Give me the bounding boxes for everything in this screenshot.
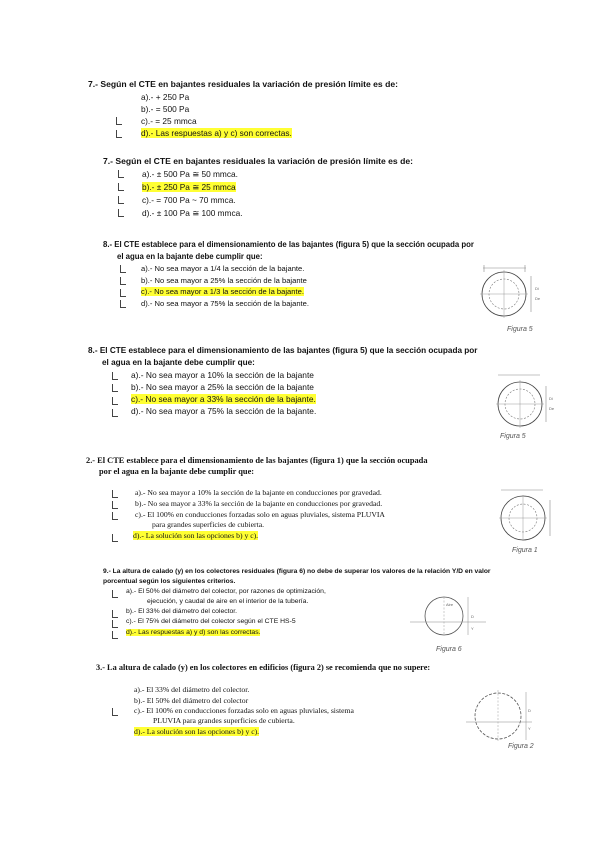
figure-5-diagram (478, 262, 553, 322)
question-1-title: 7.- Según el CTE en bajantes residuales la variación de presión límite es de: (88, 79, 398, 89)
figure-1-diagram (493, 485, 563, 547)
q6-checkbox-d (112, 631, 118, 639)
q5-checkbox-c (112, 512, 118, 520)
question-6-title-line1: 9.- La altura de calado (y) en los colectores residuales (figura 6) no debe de superar los valores de la relación Y/D en valor (103, 568, 491, 575)
q4-checkbox-d (112, 409, 118, 417)
q6-checkbox-b (112, 610, 118, 618)
svg-text:De: De (549, 406, 555, 411)
question-7-title: 3.- La altura de calado (y) en los colectores en edificios (figura 2) se recomienda que no supere: (96, 663, 431, 672)
q3-option-b: b).- No sea mayor a 25% la sección de la bajante (141, 276, 307, 285)
q2-option-b: b).- ± 250 Pa ≅ 25 mmca (142, 182, 236, 192)
figure-5-caption: Figura 5 (507, 326, 533, 333)
q3-checkbox-c (120, 289, 126, 297)
q1-checkbox-c (116, 117, 122, 125)
q5-option-c: c).- El 100% en conducciones forzadas solo en aguas pluviales, sistema PLUVIA (135, 510, 385, 519)
q6-option-a-line2: ejecución, y caudal de aire en el interior de la tubería. (147, 598, 309, 605)
q7-option-d: d).- La solución son las opciones b) y c). (134, 727, 260, 736)
figure-5-diagram-2 (490, 370, 562, 432)
q6-option-b: b).- El 33% del diámetro del colector. (126, 608, 238, 615)
svg-text:Y: Y (471, 626, 474, 631)
q3-option-c: c).- No sea mayor a 1/3 la sección de la bajante. (141, 287, 304, 296)
q2-checkbox-a (118, 170, 124, 178)
question-5-title-line2: por el agua en la bajante debe cumplir que: (99, 467, 255, 476)
q1-option-b: b).- = 500 Pa (141, 104, 190, 114)
q6-option-d: d).- Las respuestas a) y d) son las correctas. (126, 629, 261, 636)
q1-option-a: a).- + 250 Pa (141, 92, 190, 102)
q6-option-c: c).- El 75% del diámetro del colector según el CTE HS-5 (126, 618, 296, 625)
question-4-title-line1: 8.- El CTE establece para el dimensionamiento de las bajantes (figura 5) que la sección ocupada por (88, 346, 478, 355)
q7-option-c-line2: PLUVIA para grandes superficies de cubierta. (153, 716, 295, 725)
q7-option-b: b).- El 50% del diámetro del colector (134, 696, 249, 705)
question-2-title: 7.- Según el CTE en bajantes residuales la variación de presión límite es de: (103, 156, 413, 166)
figure-5-caption-2: Figura 5 (500, 433, 526, 440)
q3-option-a: a).- No sea mayor a 1/4 la sección de la bajante. (141, 264, 305, 273)
figure-2-caption: Figura 2 (508, 743, 534, 750)
question-6-title-line2: porcentual según los siguientes criterios. (103, 578, 236, 585)
q4-option-d: d).- No sea mayor a 75% la sección de la bajante. (131, 406, 317, 416)
q7-checkbox-c (112, 708, 118, 716)
q3-checkbox-d (120, 300, 126, 308)
q5-option-a: a).- No sea mayor a 10% la sección de la bajante en conducciones por gravedad. (135, 488, 382, 497)
question-4-title-line2: el agua en la bajante debe cumplir que: (102, 358, 255, 367)
svg-text:Y: Y (528, 726, 531, 731)
q4-option-c: c).- No sea mayor a 33% la sección de la bajante. (131, 394, 316, 404)
q6-option-a: a).- El 50% del diámetro del colector, por razones de optimización, (126, 588, 326, 595)
q5-checkbox-a (112, 490, 118, 498)
figure-6-caption: Figura 6 (436, 646, 462, 653)
question-5-title-line1: 2.- El CTE establece para el dimensionamiento de las bajantes (figura 1) que la sección ocupada (86, 456, 428, 465)
svg-text:Di: Di (535, 286, 539, 291)
q4-checkbox-a (112, 372, 118, 380)
q5-checkbox-d (112, 534, 118, 542)
figure-1-caption: Figura 1 (512, 547, 538, 554)
q4-option-a: a).- No sea mayor a 10% la sección de la bajante (131, 370, 314, 380)
svg-text:D: D (528, 708, 531, 713)
q4-option-b: b).- No sea mayor a 25% la sección de la bajante (131, 382, 314, 392)
svg-text:Di: Di (549, 396, 553, 401)
q3-option-d: d).- No sea mayor a 75% la sección de la bajante. (141, 299, 309, 308)
q5-option-c-line2: para grandes superficies de cubierta. (152, 520, 265, 529)
q1-checkbox-d (116, 130, 122, 138)
q7-option-a: a).- El 33% del diámetro del colector. (134, 685, 250, 694)
q2-checkbox-c (118, 196, 124, 204)
figure-6-diagram (408, 592, 488, 642)
q7-option-c: c).- El 100% en conducciones forzadas solo en aguas pluviales, sistema (134, 706, 354, 715)
q2-option-c: c).- = 700 Pa ~ 70 mmca. (142, 195, 236, 205)
q5-option-d: d).- La solución son las opciones b) y c). (133, 531, 259, 540)
q1-option-d: d).- Las respuestas a) y c) son correctas. (141, 128, 292, 138)
question-3-title-line1: 8.- El CTE establece para el dimensionamiento de las bajantes (figura 5) que la sección ocupada por (103, 240, 474, 249)
q1-option-c: c).- = 25 mmca (141, 116, 197, 126)
q3-checkbox-a (120, 265, 126, 273)
svg-text:D: D (471, 614, 474, 619)
q2-checkbox-b (118, 183, 124, 191)
q2-option-d: d).- ± 100 Pa ≅ 100 mmca. (142, 208, 243, 218)
q4-checkbox-c (112, 397, 118, 405)
q6-checkbox-c (112, 620, 118, 628)
q4-checkbox-b (112, 384, 118, 392)
q6-checkbox-a (112, 590, 118, 598)
svg-text:Aire: Aire (446, 602, 454, 607)
q2-option-a: a).- ± 500 Pa ≅ 50 mmca. (142, 169, 238, 179)
q5-option-b: b).- No sea mayor a 33% la sección de la bajante en conducciones por gravedad. (135, 499, 383, 508)
q2-checkbox-d (118, 209, 124, 217)
question-3-title-line2: el agua en la bajante debe cumplir que: (117, 252, 263, 261)
q3-checkbox-b (120, 277, 126, 285)
svg-text:De: De (535, 296, 541, 301)
q5-checkbox-b (112, 501, 118, 509)
figure-2-diagram (464, 682, 540, 744)
